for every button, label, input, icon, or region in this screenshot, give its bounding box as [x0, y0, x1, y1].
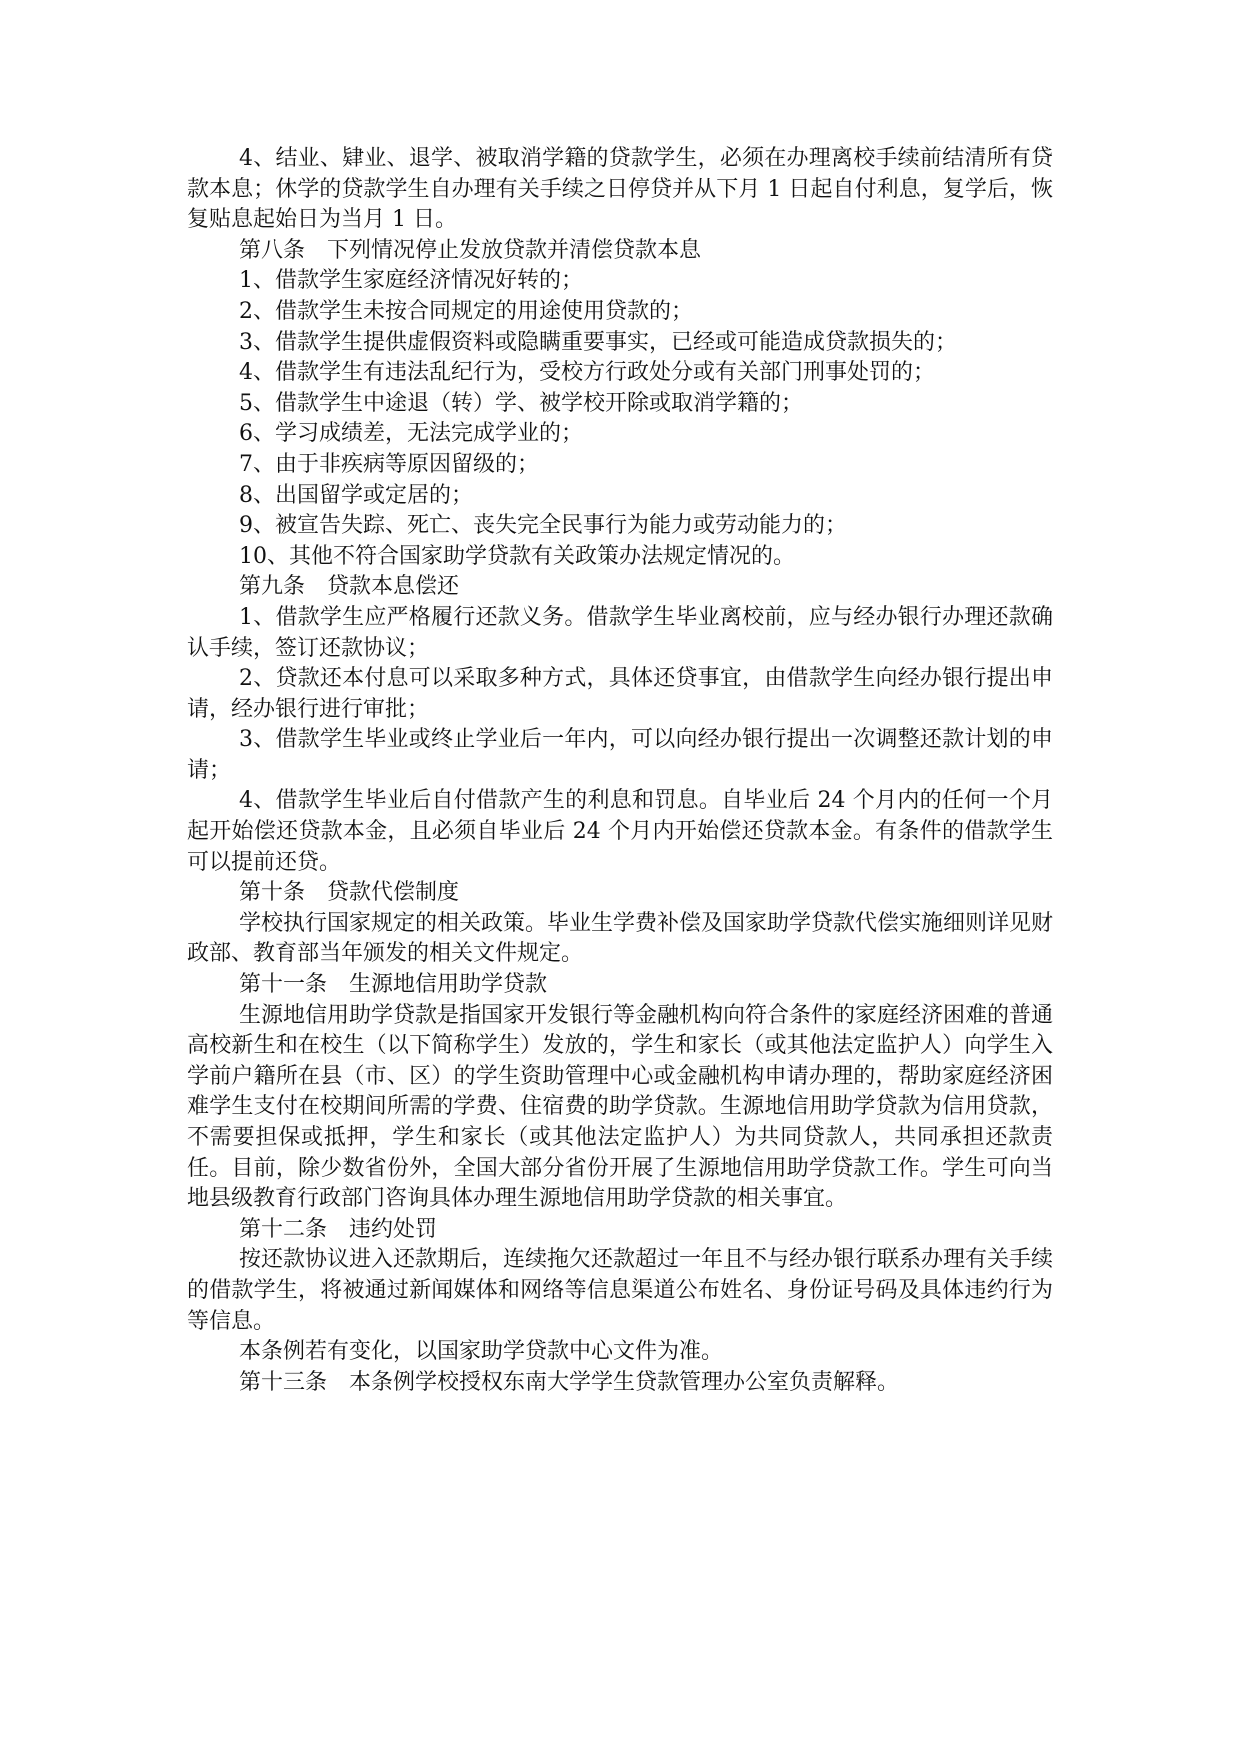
article-8-item-2: 2、借款学生未按合同规定的用途使用贷款的；	[239, 298, 693, 324]
article-8-item-7: 7、由于非疾病等原因留级的；	[239, 451, 539, 477]
article-11-body: 生源地信用助学贷款是指国家开发银行等金融机构向符合条件的家庭经济困难的普通高校新生和在校生（以下简称学生）发放的，学生和家长（或其他法定监护人）向学生入学前户籍所在县（市、区）的学生资助管理中心或金融机构申请办理的，帮助家庭经济困难学生支付在校期间所需的学费、住宿费的助学贷款。生源地信用助学贷款为信用贷款，不需要担保或抵押，学生和家长（或其他法定监护人）为共同贷款人，共同承担还款责任。目前，除少数省份外，全国大部分省份开展了生源地信用助学贷款工作。学生可向当地县级教育行政部门咨询具体办理生源地信用助学贷款的相关事宜。	[187, 1002, 1054, 1212]
article-9-item-2: 2、贷款还本付息可以采取多种方式，具体还贷事宜，由借款学生向经办银行提出申请，经办银行进行审批；	[187, 666, 1053, 722]
paragraph-graduation-repayment: 4、结业、肄业、退学、被取消学籍的贷款学生，必须在办理离校手续前结清所有贷款本息；休学的贷款学生自办理有关手续之日停贷并从下月 1 日起自付利息，复学后，恢复贴息起始日为当月 1 日。	[187, 146, 1053, 233]
article-9-heading: 第九条 贷款本息偿还	[239, 574, 460, 600]
article-11-heading: 第十一条 生源地信用助学贷款	[239, 972, 548, 998]
article-8-heading: 第八条 下列情况停止发放贷款并清偿贷款本息	[239, 237, 702, 263]
article-12-heading: 第十二条 违约处罚	[239, 1216, 438, 1242]
article-8-item-9: 9、被宣告失踪、死亡、丧失完全民事行为能力或劳动能力的；	[239, 513, 847, 539]
article-10-body: 学校执行国家规定的相关政策。毕业生学费补偿及国家助学贷款代偿实施细则详见财政部、教育部当年颁发的相关文件规定。	[187, 910, 1054, 967]
article-9-item-3: 3、借款学生毕业或终止学业后一年内，可以向经办银行提出一次调整还款计划的申请；	[187, 727, 1053, 783]
article-8-item-5: 5、借款学生中途退（转）学、被学校开除或取消学籍的；	[239, 390, 803, 416]
article-10-heading: 第十条 贷款代偿制度	[239, 880, 460, 906]
article-9-item-1: 1、借款学生应严格履行还款义务。借款学生毕业离校前，应与经办银行办理还款确认手续，签订还款协议；	[187, 604, 1053, 661]
article-8-item-6: 6、学习成绩差，无法完成学业的；	[239, 421, 583, 447]
article-8-item-1: 1、借款学生家庭经济情况好转的；	[239, 268, 583, 294]
article-13-heading: 第十三条 本条例学校授权东南大学学生贷款管理办公室负责解释。	[239, 1369, 900, 1395]
document-body	[187, 144, 1053, 1398]
article-8-item-10: 10、其他不符合国家助学贷款有关政策办法规定情况的。	[239, 543, 795, 569]
article-8-item-4: 4、借款学生有违法乱纪行为，受校方行政处分或有关部门刑事处罚的；	[239, 360, 935, 386]
article-8-item-8: 8、出国留学或定居的；	[239, 482, 473, 508]
article-8-item-3: 3、借款学生提供虚假资料或隐瞒重要事实，已经或可能造成贷款损失的；	[239, 329, 957, 355]
regulation-change-note: 本条例若有变化，以国家助学贷款中心文件为准。	[239, 1339, 724, 1365]
article-9-item-4: 4、借款学生毕业后自付借款产生的利息和罚息。自毕业后 24 个月内的任何一个月起开始偿还贷款本金，且必须自毕业后 24 个月内开始偿还贷款本金。有条件的借款学生可以提前还贷。	[187, 788, 1053, 875]
article-12-body: 按还款协议进入还款期后，连续拖欠还款超过一年且不与经办银行联系办理有关手续的借款学生，将被通过新闻媒体和网络等信息渠道公布姓名、身份证号码及具体违约行为等信息。	[187, 1247, 1054, 1334]
